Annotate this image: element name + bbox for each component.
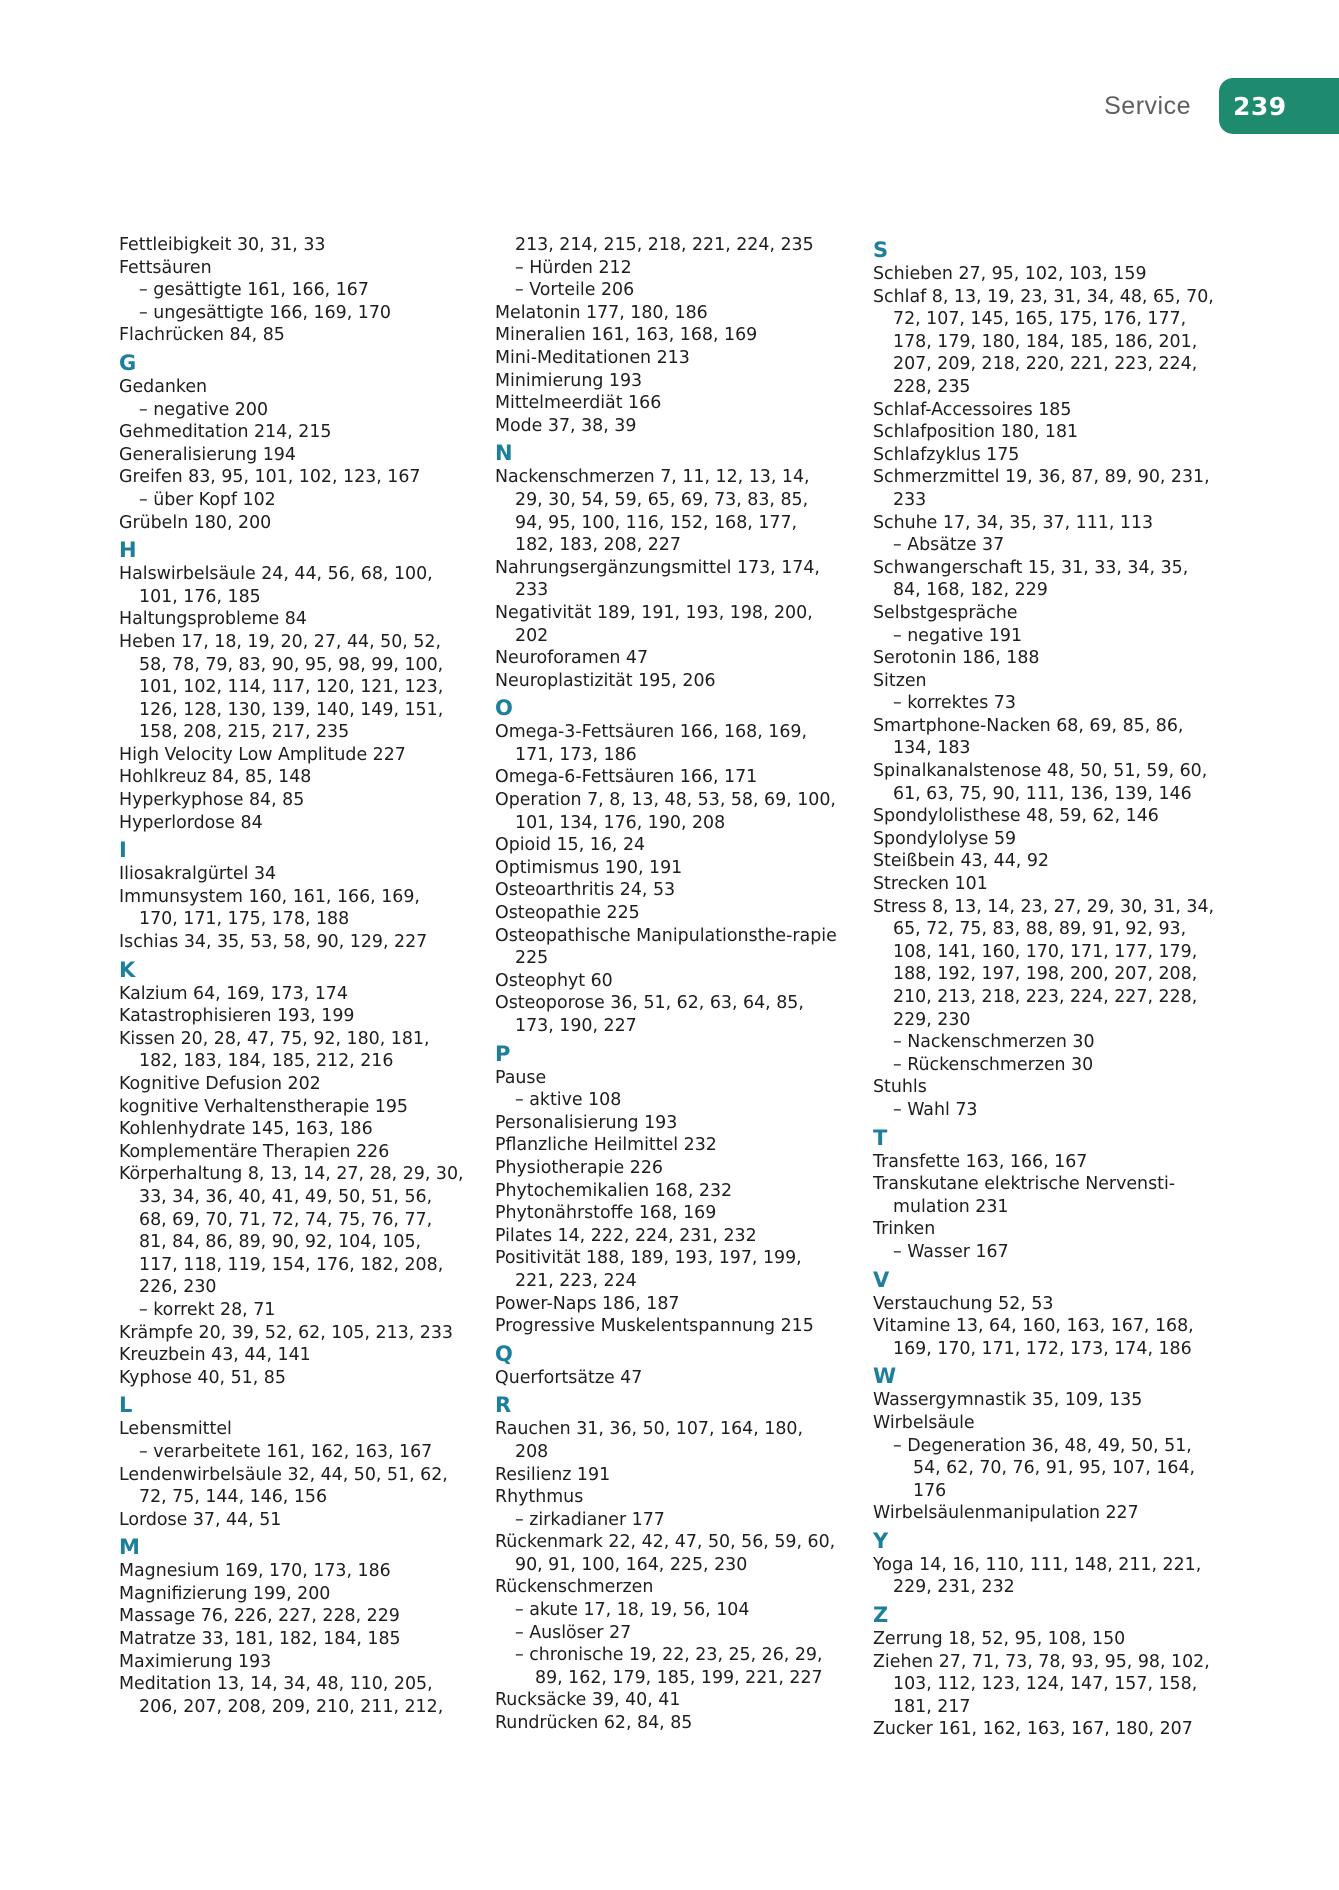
index-subentry: – korrekt 28, 71 xyxy=(139,1299,276,1320)
index-entry: Minimierung 193 xyxy=(495,370,643,391)
index-entry: Osteoporose 36, 51, 62, 63, 64, 85, 173, 190, 227 xyxy=(495,993,804,1036)
index-entry: Generalisierung 194 xyxy=(119,444,296,465)
index-entry: Osteophyt 60 xyxy=(495,970,613,991)
index-subentry: 213, 214, 215, 218, 221, 224, 235 xyxy=(515,235,814,255)
index-entry: Serotonin 186, 188 xyxy=(873,648,1040,669)
index-entry: Komplementäre Therapien 226 xyxy=(119,1141,390,1162)
index-subentry: – korrektes 73 xyxy=(893,693,1016,714)
index-entry: Neuroplastizität 195, 206 xyxy=(495,670,716,691)
index-entry: Trinken xyxy=(873,1219,936,1240)
index-subentry: – Wasser 167 xyxy=(893,1241,1009,1262)
section-label: Service xyxy=(1104,91,1191,120)
index-entry: Kalzium 64, 169, 173, 174 xyxy=(119,983,348,1004)
index-entry: Kyphose 40, 51, 85 xyxy=(119,1367,286,1388)
index-entry: Progressive Muskelentspannung 215 xyxy=(495,1316,814,1337)
index-column-3 xyxy=(873,234,1218,1741)
index-entry: Meditation 13, 14, 34, 48, 110, 205, 206, 207, 208, 209, 210, 211, 212, xyxy=(119,1674,444,1717)
index-subentry: – chronische 19, 22, 23, 25, 26, 29, 89, 162, 179, 185, 199, 221, 227 xyxy=(515,1645,823,1688)
index-letter-heading: W xyxy=(873,1364,897,1389)
index-entry: Optimismus 190, 191 xyxy=(495,857,683,878)
index-entry: Transkutane elektrische Nervensti-mulation 231 xyxy=(873,1174,1176,1217)
index-entry: Opioid 15, 16, 24 xyxy=(495,835,646,856)
index-subentry: – ungesättigte 166, 169, 170 xyxy=(139,302,391,323)
index-entry: Wassergymnastik 35, 109, 135 xyxy=(873,1390,1143,1411)
index-entry: Maximierung 193 xyxy=(119,1651,272,1672)
index-subentry: – Rückenschmerzen 30 xyxy=(893,1054,1094,1075)
index-subentry: – negative 200 xyxy=(139,399,269,420)
index-subentry: – negative 191 xyxy=(893,625,1023,646)
index-entry: Fettsäuren xyxy=(119,257,212,278)
index-entry: Schieben 27, 95, 102, 103, 159 xyxy=(873,264,1147,284)
index-entry: Kissen 20, 28, 47, 75, 92, 180, 181, 182, 183, 184, 185, 212, 216 xyxy=(119,1028,430,1072)
index-entry: Matratze 33, 181, 182, 184, 185 xyxy=(119,1629,401,1650)
index-entry: Schlaf-Accessoires 185 xyxy=(873,399,1072,420)
index-entry: Osteopathie 225 xyxy=(495,903,640,924)
index-entry: Krämpfe 20, 39, 52, 62, 105, 213, 233 xyxy=(119,1322,453,1343)
index-entry: Operation 7, 8, 13, 48, 53, 58, 69, 100, 101, 134, 176, 190, 208 xyxy=(495,790,836,833)
index-entry: Pause xyxy=(495,1067,547,1088)
index-subentry: – über Kopf 102 xyxy=(139,489,276,510)
index-letter-heading: Y xyxy=(873,1528,889,1553)
index-entry: Spondylolyse 59 xyxy=(873,828,1017,849)
index-entry: Wirbelsäule xyxy=(873,1412,975,1433)
index-entry: High Velocity Low Amplitude 227 xyxy=(119,744,406,765)
index-entry: Stuhls xyxy=(873,1077,927,1098)
index-entry: Gedanken xyxy=(119,376,208,397)
index-subentry: – Auslöser 27 xyxy=(515,1622,632,1643)
index-subentry: – akute 17, 18, 19, 56, 104 xyxy=(515,1600,750,1621)
index-entry: Schmerzmittel 19, 36, 87, 89, 90, 231, 233 xyxy=(873,467,1210,510)
index-column-2 xyxy=(495,234,840,1735)
index-subentry: – Absätze 37 xyxy=(893,535,1005,556)
index-entry: Kreuzbein 43, 44, 141 xyxy=(119,1345,311,1366)
index-entry: Smartphone-Nacken 68, 69, 85, 86, 134, 183 xyxy=(873,715,1184,759)
index-entry: Pilates 14, 222, 224, 231, 232 xyxy=(495,1225,757,1246)
index-subentry: – Degeneration 36, 48, 49, 50, 51, 54, 62, 70, 76, 91, 95, 107, 164, 176 xyxy=(893,1435,1196,1501)
index-entry: Positivität 188, 189, 193, 197, 199, 221, 223, 224 xyxy=(495,1248,802,1291)
index-entry: Stress 8, 13, 14, 23, 27, 29, 30, 31, 34, 65, 72, 75, 83, 88, 89, 91, 92, 93, 108, 141, 160, 170, 171, 177, 179, 188, 192, 197, 198, 200, 207, 208, 210, 213, 218, 223, 224, 227, 228, 229, 230 xyxy=(873,896,1215,1030)
index-subentry: – gesättigte 161, 166, 167 xyxy=(139,280,369,301)
index-entry: Mode 37, 38, 39 xyxy=(495,415,637,436)
index-entry: Omega-6-Fettsäuren 166, 171 xyxy=(495,767,758,788)
index-subentry: – Hürden 212 xyxy=(515,257,632,278)
index-subentry: – Wahl 73 xyxy=(893,1099,978,1120)
index-entry: Rhythmus xyxy=(495,1487,584,1508)
index-entry: Spondylolisthese 48, 59, 62, 146 xyxy=(873,806,1159,827)
index-entry: Magnifizierung 199, 200 xyxy=(119,1583,331,1604)
index-entry: Zucker 161, 162, 163, 167, 180, 207 xyxy=(873,1719,1193,1740)
index-entry: Iliosakralgürtel 34 xyxy=(119,864,277,885)
index-entry: Mineralien 161, 163, 168, 169 xyxy=(495,325,758,346)
index-entry: Selbstgespräche xyxy=(873,602,1018,623)
index-letter-heading: R xyxy=(495,1393,512,1418)
index-entry: Hyperlordose 84 xyxy=(119,812,263,833)
index-entry: Rückenmark 22, 42, 47, 50, 56, 59, 60, 90, 91, 100, 164, 225, 230 xyxy=(495,1532,836,1575)
index-entry: Rucksäcke 39, 40, 41 xyxy=(495,1690,681,1711)
index-letter-heading: N xyxy=(495,441,513,466)
index-entry: Phytochemikalien 168, 232 xyxy=(495,1180,733,1201)
index-letter-heading: Z xyxy=(873,1603,889,1628)
index-entry: Transfette 163, 166, 167 xyxy=(873,1151,1088,1172)
index-entry: Ischias 34, 35, 53, 58, 90, 129, 227 xyxy=(119,932,428,953)
index-entry: Grübeln 180, 200 xyxy=(119,512,272,533)
index-entry: Personalisierung 193 xyxy=(495,1112,678,1133)
index-letter-heading: M xyxy=(119,1535,140,1560)
index-entry: Massage 76, 226, 227, 228, 229 xyxy=(119,1606,400,1627)
index-entry: Strecken 101 xyxy=(873,874,988,895)
index-entry: Vitamine 13, 64, 160, 163, 167, 168, 169, 170, 171, 172, 173, 174, 186 xyxy=(873,1316,1194,1359)
index-entry: Greifen 83, 95, 101, 102, 123, 167 xyxy=(119,467,421,488)
index-letter-heading: K xyxy=(119,957,136,982)
index-entry: Katastrophisieren 193, 199 xyxy=(119,1006,355,1027)
index-subentry: – zirkadianer 177 xyxy=(515,1509,665,1530)
index-entry: Kognitive Defusion 202 xyxy=(119,1074,321,1094)
index-entry: Schuhe 17, 34, 35, 37, 111, 113 xyxy=(873,512,1154,533)
index-letter-heading: V xyxy=(873,1267,890,1292)
index-entry: Nahrungsergänzungsmittel 173, 174, 233 xyxy=(495,557,820,601)
index-subentry: – aktive 108 xyxy=(515,1090,622,1111)
index-letter-heading: G xyxy=(119,350,137,375)
index-entry: Rückenschmerzen xyxy=(495,1577,654,1598)
index-entry: Mittelmeerdiät 166 xyxy=(495,393,662,414)
index-letter-heading: Q xyxy=(495,1341,513,1366)
index-entry: Physiotherapie 226 xyxy=(495,1157,663,1178)
index-entry: Immunsystem 160, 161, 166, 169, 170, 171, 175, 178, 188 xyxy=(119,886,420,930)
index-entry: Kohlenhydrate 145, 163, 186 xyxy=(119,1119,373,1140)
index-entry: Querfortsätze 47 xyxy=(495,1367,643,1388)
index-entry: Nackenschmerzen 7, 11, 12, 13, 14, 29, 30, 54, 59, 65, 69, 73, 83, 85, 94, 95, 100, 116, 152, 168, 177, 182, 183, 208, 227 xyxy=(495,467,810,556)
index-subentry: – verarbeitete 161, 162, 163, 167 xyxy=(139,1441,433,1462)
index-entry: Power-Naps 186, 187 xyxy=(495,1293,680,1314)
index-entry: Heben 17, 18, 19, 20, 27, 44, 50, 52, 58, 78, 79, 83, 90, 95, 98, 99, 100, 101, 102, 114, 117, 120, 121, 123, 126, 128, 130, 139, 140, 149, 151, 158, 208, 215, 217, 235 xyxy=(119,631,444,743)
index-subentry: – Vorteile 206 xyxy=(515,280,635,301)
index-letter-heading: I xyxy=(119,838,127,863)
index-entry: Wirbelsäulenmanipulation 227 xyxy=(873,1503,1139,1524)
index-entry: Lebensmittel xyxy=(119,1419,232,1440)
index-entry: Yoga 14, 16, 110, 111, 148, 211, 221, 229, 231, 232 xyxy=(873,1554,1202,1598)
index-entry: Lendenwirbelsäule 32, 44, 50, 51, 62, 72, 75, 144, 146, 156 xyxy=(119,1464,448,1508)
index-entry: Neuroforamen 47 xyxy=(495,648,649,669)
index-entry: Schwangerschaft 15, 31, 33, 34, 35, 84, 168, 182, 229 xyxy=(873,557,1189,601)
index-entry: Schlafzyklus 175 xyxy=(873,444,1020,465)
index-entry: Mini-Meditationen 213 xyxy=(495,347,690,368)
index-entry: kognitive Verhaltenstherapie 195 xyxy=(119,1096,408,1117)
page-header xyxy=(1104,78,1339,134)
index-entry: Haltungsprobleme 84 xyxy=(119,609,307,630)
index-entry: Hohlkreuz 84, 85, 148 xyxy=(119,767,312,788)
index-entry: Spinalkanalstenose 48, 50, 51, 59, 60, 61, 63, 75, 90, 111, 136, 139, 146 xyxy=(873,761,1208,804)
index-entry: Verstauchung 52, 53 xyxy=(873,1293,1054,1314)
index-entry: Osteoarthritis 24, 53 xyxy=(495,880,676,901)
index-entry: Zerrung 18, 52, 95, 108, 150 xyxy=(873,1629,1126,1650)
index-entry: Magnesium 169, 170, 173, 186 xyxy=(119,1561,391,1582)
index-subentry: – Nackenschmerzen 30 xyxy=(893,1032,1095,1053)
index-entry: Halswirbelsäule 24, 44, 56, 68, 100, 101, 176, 185 xyxy=(119,564,433,607)
index-entry: Hyperkyphose 84, 85 xyxy=(119,790,305,811)
page-number-badge: 239 xyxy=(1219,78,1339,134)
index-column-1 xyxy=(119,234,464,1718)
index-entry: Flachrücken 84, 85 xyxy=(119,325,285,346)
index-entry: Omega-3-Fettsäuren 166, 168, 169, 171, 173, 186 xyxy=(495,722,808,765)
index-entry: Ziehen 27, 71, 73, 78, 93, 95, 98, 102, 103, 112, 123, 124, 147, 157, 158, 181, 217 xyxy=(873,1651,1210,1717)
index-entry: Negativität 189, 191, 193, 198, 200, 202 xyxy=(495,602,813,646)
index-entry: Melatonin 177, 180, 186 xyxy=(495,302,708,323)
index-entry: Fettleibigkeit 30, 31, 33 xyxy=(119,235,326,255)
index-entry: Körperhaltung 8, 13, 14, 27, 28, 29, 30, 33, 34, 36, 40, 41, 49, 50, 51, 56, 68, 69, 70, 71, 72, 74, 75, 76, 77, 81, 84, 86, 89, 90, 92, 104, 105, 117, 118, 119, 154, 176, 182, 208, 226, 230 xyxy=(119,1164,464,1298)
index-letter-heading: P xyxy=(495,1041,511,1066)
index-entry: Lordose 37, 44, 51 xyxy=(119,1509,282,1530)
index-letter-heading: S xyxy=(873,238,889,262)
index-letter-heading: T xyxy=(873,1125,888,1150)
index-entry: Schlafposition 180, 181 xyxy=(873,422,1079,443)
index-letter-heading: O xyxy=(495,696,513,721)
index-entry: Sitzen xyxy=(873,670,927,691)
index-entry: Steißbein 43, 44, 92 xyxy=(873,851,1049,872)
index-entry: Phytonährstoffe 168, 169 xyxy=(495,1203,717,1224)
index-letter-heading: L xyxy=(119,1393,133,1418)
index-entry: Rauchen 31, 36, 50, 107, 164, 180, 208 xyxy=(495,1419,803,1462)
index-entry: Pflanzliche Heilmittel 232 xyxy=(495,1135,717,1156)
index-letter-heading: H xyxy=(119,538,137,563)
index-entry: Osteopathische Manipulationsthe-rapie 225 xyxy=(495,925,837,969)
index-entry: Schlaf 8, 13, 19, 23, 31, 34, 48, 65, 70, 72, 107, 145, 165, 175, 176, 177, 178, 179, 180, 184, 185, 186, 201, 207, 209, 218, 220, 221, 223, 224, 228, 235 xyxy=(873,286,1214,397)
index-entry: Resilienz 191 xyxy=(495,1464,611,1485)
index-entry: Rundrücken 62, 84, 85 xyxy=(495,1713,693,1734)
index-entry: Gehmeditation 214, 215 xyxy=(119,422,332,443)
